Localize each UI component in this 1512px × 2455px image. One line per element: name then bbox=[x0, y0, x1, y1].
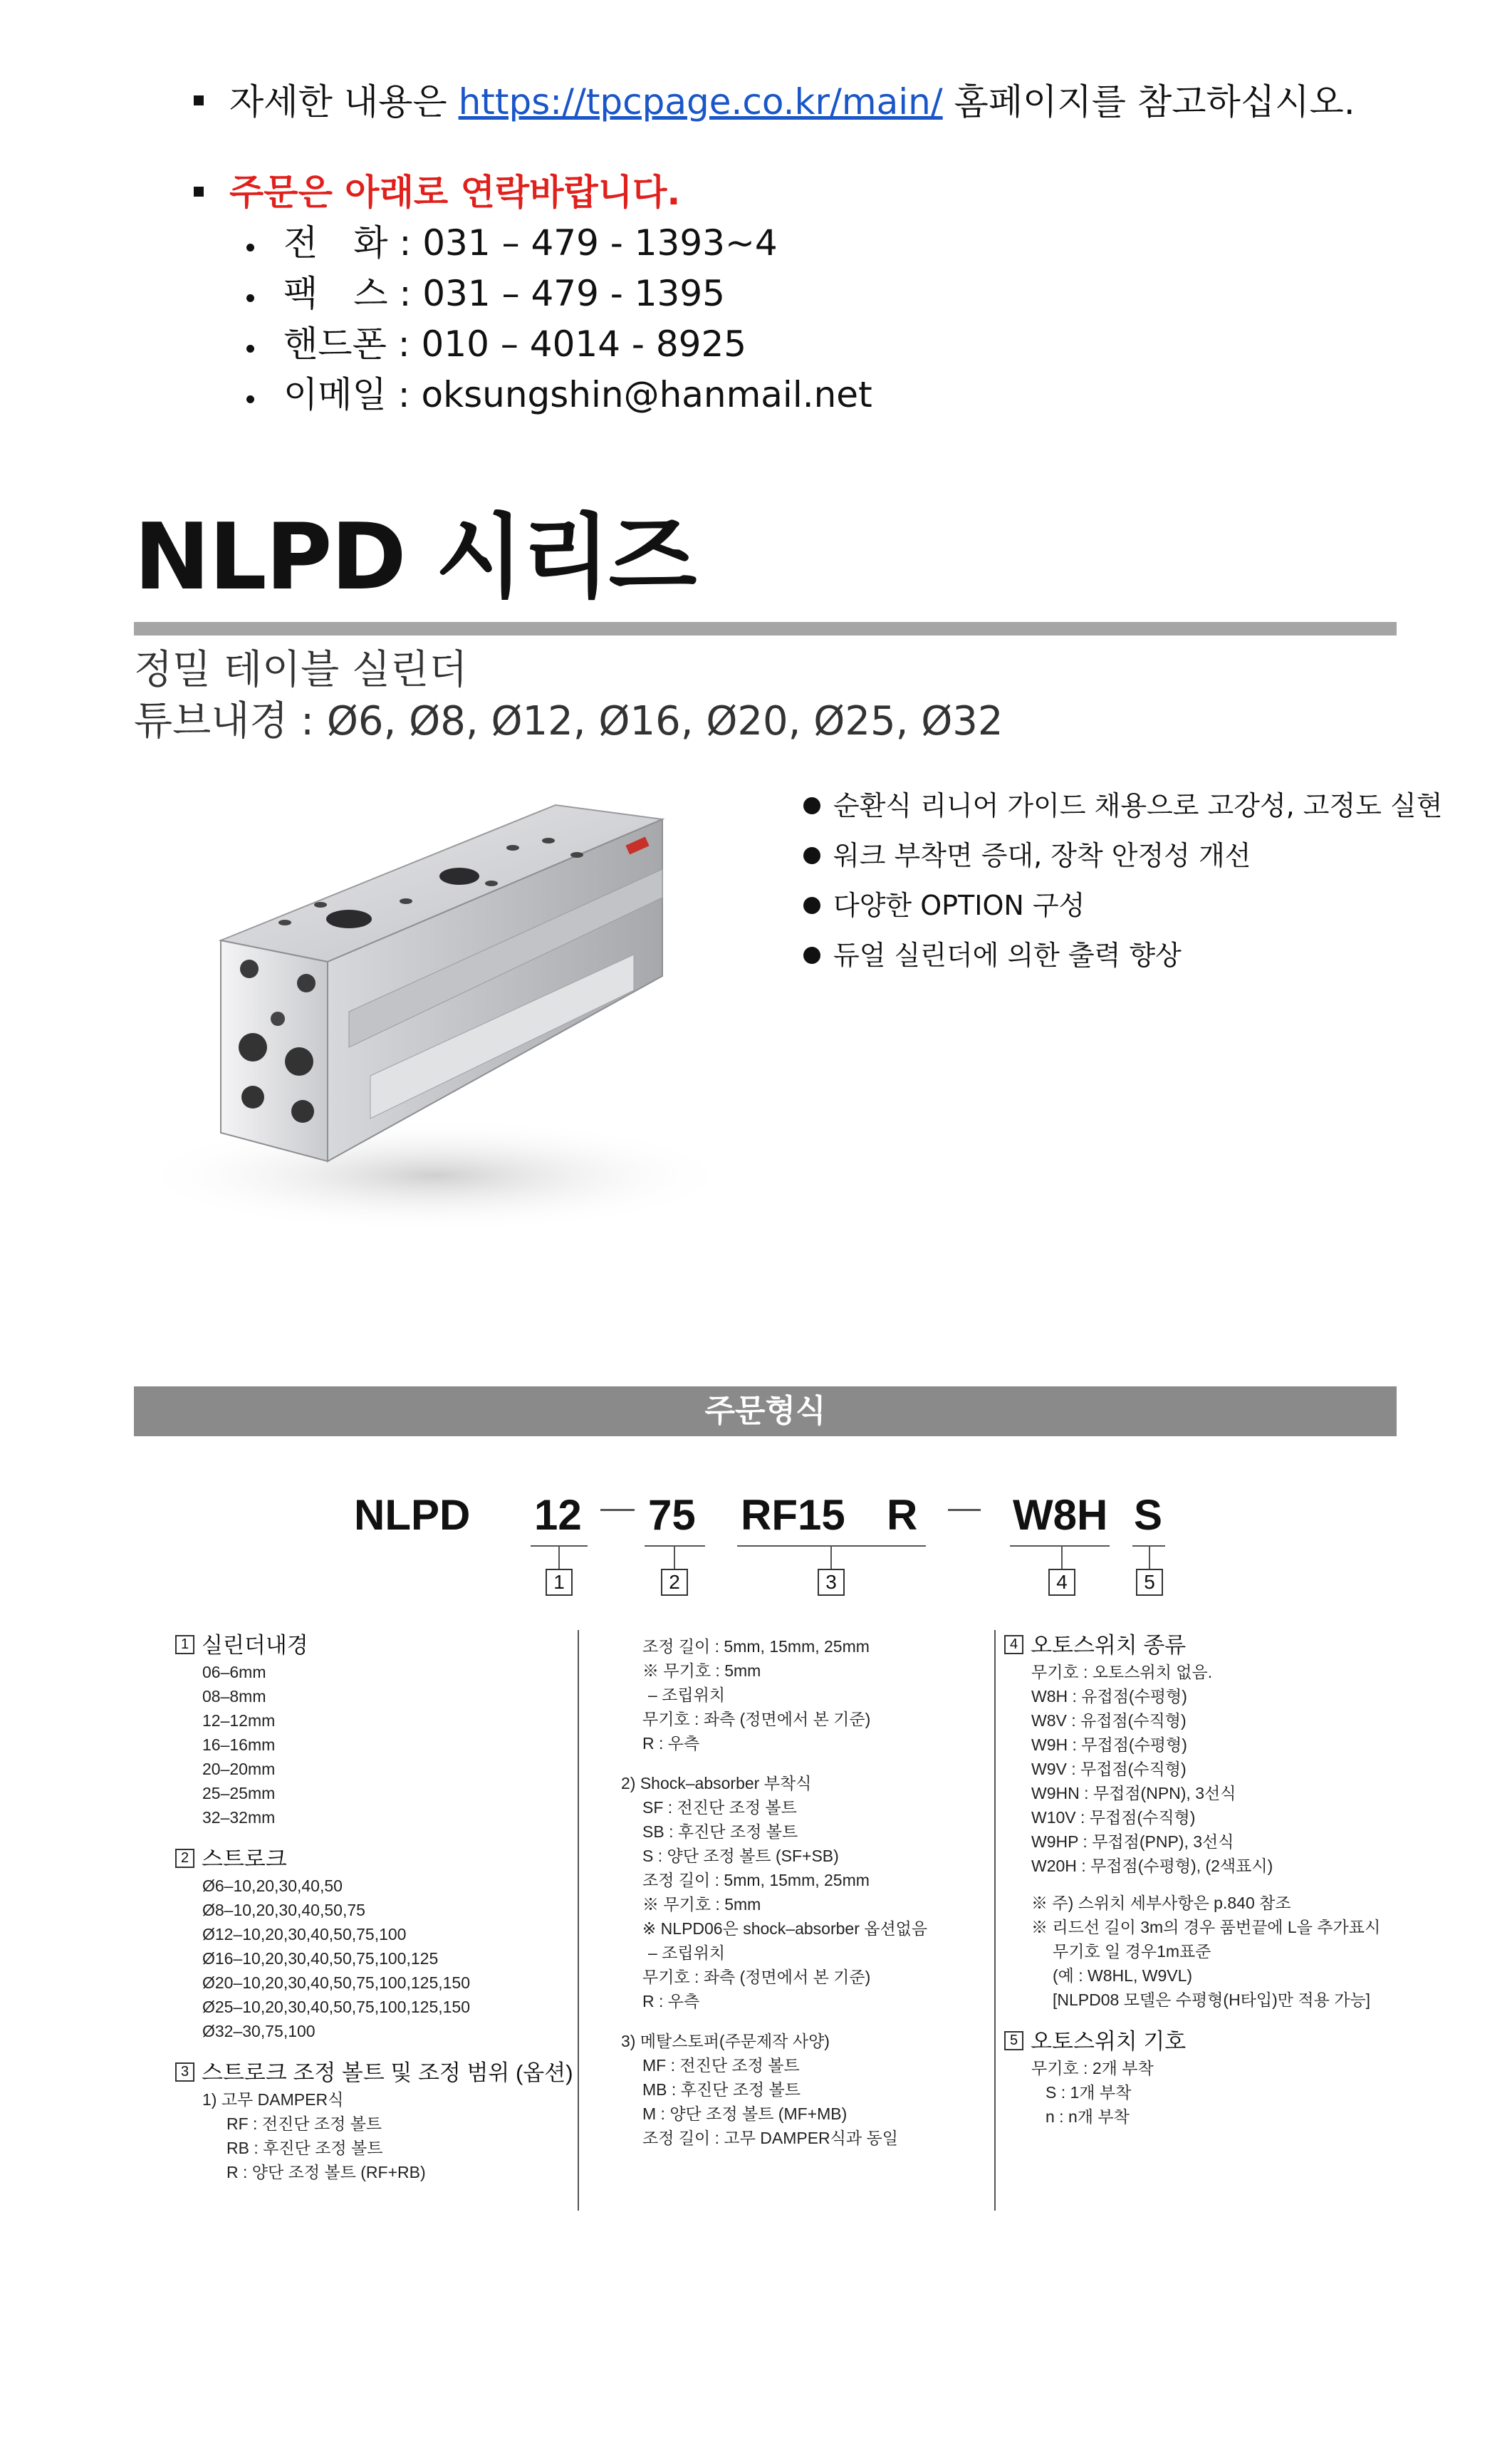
page-title: NLPD 시리즈 bbox=[134, 504, 696, 611]
stroke-item: Ø8–10,20,30,40,50,75 bbox=[202, 1901, 365, 1919]
stroke-item: Ø16–10,20,30,40,50,75,100,125 bbox=[202, 1949, 439, 1968]
shock-absorber-item: S : 양단 조정 볼트 (SF+SB) bbox=[642, 1847, 839, 1865]
metal-stopper-item: M : 양단 조정 볼트 (MF+MB) bbox=[642, 2104, 848, 2123]
code-stroke: 75 bbox=[648, 1491, 696, 1539]
bore-item: 16–16mm bbox=[202, 1735, 276, 1754]
homepage-link[interactable]: https://tpcpage.co.kr/main/ bbox=[458, 81, 943, 123]
code-number-box: 4 bbox=[1048, 1569, 1075, 1596]
round-bullet-icon bbox=[803, 897, 820, 914]
switch-type-item: W9HN : 무접점(NPN), 3선식 bbox=[1031, 1784, 1236, 1802]
bore-item: 32–32mm bbox=[202, 1808, 276, 1827]
code-adjust: RF15 bbox=[741, 1491, 845, 1539]
round-bullet-icon bbox=[803, 847, 820, 864]
switch-type-item: W8H : 유접점(수평형) bbox=[1031, 1687, 1187, 1706]
code-connector bbox=[1149, 1545, 1150, 1569]
contact-fax: 팩 스 : 031 – 479 - 1395 bbox=[283, 273, 725, 314]
feature-item: 듀얼 실린더에 의한 출력 향상 bbox=[803, 938, 1182, 972]
metal-stopper-item: 조정 길이 : 고무 DAMPER식과 동일 bbox=[642, 2129, 898, 2147]
order-format-heading: 주문형식 bbox=[134, 1386, 1397, 1436]
switch-type-item: W10V : 무접점(수직형) bbox=[1031, 1808, 1196, 1827]
section-3-title: 3 스트로크 조정 볼트 및 조정 범위 (옵션) bbox=[175, 2059, 573, 2087]
column-divider bbox=[994, 1630, 996, 2211]
adjust-detail: – 조립위치 bbox=[648, 1686, 726, 1704]
code-dash bbox=[600, 1509, 635, 1511]
adjust-detail: 무기호 : 좌측 (정면에서 본 기준) bbox=[642, 1710, 871, 1728]
code-number-box: 1 bbox=[546, 1569, 573, 1596]
shock-absorber-item: ※ 무기호 : 5mm bbox=[642, 1895, 761, 1914]
feature-item: 순환식 리니어 가이드 채용으로 고강성, 고정도 실현 bbox=[803, 789, 1442, 823]
section-5-title: 5 오토스위치 기호 bbox=[1004, 2028, 1380, 2056]
shock-absorber-item: R : 우측 bbox=[642, 1992, 700, 2010]
product-front-face bbox=[221, 940, 328, 1161]
shock-absorber-item: 조정 길이 : 5mm, 15mm, 25mm bbox=[642, 1871, 870, 1889]
homepage-info: 자세한 내용은 https://tpcpage.co.kr/main/ 홈페이지를 참고하십시오. bbox=[229, 81, 1355, 123]
switch-type-item: W20H : 무접점(수평형), (2색표시) bbox=[1031, 1857, 1273, 1875]
code-connector bbox=[830, 1545, 832, 1569]
switch-type-item: W8V : 유접점(수직형) bbox=[1031, 1711, 1187, 1730]
contact-phone: 전 화 : 031 – 479 - 1393~4 bbox=[283, 222, 778, 264]
switch-note: ※ 리드선 길이 3m의 경우 품번끝에 L을 추가표시 bbox=[1031, 1918, 1381, 1936]
bore-item: 25–25mm bbox=[202, 1784, 276, 1802]
square-bullet-icon bbox=[194, 95, 204, 105]
product-shadow bbox=[135, 1118, 734, 1232]
code-connector bbox=[674, 1545, 675, 1569]
contact-mobile: 핸드폰 : 010 – 4014 - 8925 bbox=[283, 323, 747, 365]
code-number-box: 2 bbox=[661, 1569, 688, 1596]
switch-count-item: 무기호 : 2개 부착 bbox=[1031, 2059, 1154, 2077]
bore-item: 20–20mm bbox=[202, 1760, 276, 1778]
round-bullet-icon bbox=[246, 395, 254, 403]
code-series: NLPD bbox=[354, 1491, 471, 1539]
bore-item: 08–8mm bbox=[202, 1687, 266, 1706]
shock-absorber-item: 무기호 : 좌측 (정면에서 본 기준) bbox=[642, 1968, 871, 1986]
section-1-title: 1 실린더내경 bbox=[175, 1631, 573, 1660]
title-divider bbox=[134, 622, 1397, 635]
switch-note: [NLPD08 모델은 수평형(H타입)만 적용 가능] bbox=[1053, 1991, 1371, 2009]
switch-count-item: n : n개 부착 bbox=[1046, 2107, 1130, 2126]
order-contact-heading: 주문은 아래로 연락바랍니다. bbox=[229, 172, 681, 213]
adjust-item: R : 양단 조정 볼트 (RF+RB) bbox=[226, 2163, 426, 2181]
bore-item: 06–6mm bbox=[202, 1663, 266, 1681]
switch-type-item: W9V : 무접점(수직형) bbox=[1031, 1760, 1187, 1778]
switch-count-item: S : 1개 부착 bbox=[1046, 2083, 1132, 2102]
square-bullet-icon bbox=[194, 187, 204, 197]
switch-type-item: W9H : 무접점(수평형) bbox=[1031, 1735, 1187, 1754]
round-bullet-icon bbox=[803, 797, 820, 814]
switch-note: ※ 주) 스위치 세부사항은 p.840 참조 bbox=[1031, 1894, 1291, 1912]
round-bullet-icon bbox=[246, 345, 254, 353]
switch-note: (예 : W8HL, W9VL) bbox=[1053, 1966, 1193, 1985]
switch-note: 무기호 일 경우1m표준 bbox=[1053, 1942, 1211, 1961]
stroke-item: Ø25–10,20,30,40,50,75,100,125,150 bbox=[202, 1998, 471, 2016]
stroke-item: Ø6–10,20,30,40,50 bbox=[202, 1877, 343, 1895]
code-connector bbox=[558, 1545, 560, 1569]
bore-size-line: 튜브내경 : Ø6, Ø8, Ø12, Ø16, Ø20, Ø25, Ø32 bbox=[134, 698, 1003, 744]
switch-type-item: 무기호 : 오토스위치 없음. bbox=[1031, 1663, 1213, 1681]
column-divider bbox=[578, 1630, 579, 2211]
switch-type-item: W9HP : 무접점(PNP), 3선식 bbox=[1031, 1832, 1234, 1851]
section-2-title: 2 스트로크 bbox=[175, 1845, 573, 1874]
round-bullet-icon bbox=[803, 947, 820, 964]
code-count: S bbox=[1134, 1491, 1163, 1539]
shock-absorber-item: ※ NLPD06은 shock–absorber 옵션없음 bbox=[642, 1919, 928, 1938]
shock-absorber-item: – 조립위치 bbox=[648, 1943, 726, 1962]
shock-absorber-item: SB : 후진단 조정 볼트 bbox=[642, 1822, 798, 1841]
code-bore: 12 bbox=[534, 1491, 582, 1539]
code-underline bbox=[1010, 1545, 1110, 1547]
adjust-detail: ※ 무기호 : 5mm bbox=[642, 1661, 761, 1680]
section-4-title: 4 오토스위치 종류 bbox=[1004, 1631, 1380, 1660]
metal-stopper-item: MF : 전진단 조정 볼트 bbox=[642, 2056, 800, 2075]
feature-item: 워크 부착면 증대, 장착 안정성 개선 bbox=[803, 839, 1251, 873]
round-bullet-icon bbox=[246, 244, 254, 251]
adjust-item: 1) 고무 DAMPER식 bbox=[202, 2090, 344, 2109]
bore-item: 12–12mm bbox=[202, 1711, 276, 1730]
spec-column-1 bbox=[175, 1631, 573, 2184]
round-bullet-icon bbox=[246, 294, 254, 302]
cylinder-product-image bbox=[135, 777, 748, 1232]
code-number-box: 5 bbox=[1136, 1569, 1163, 1596]
product-subtitle: 정밀 테이블 실린더 bbox=[134, 647, 468, 693]
contact-email: 이메일 : oksungshin@hanmail.net bbox=[283, 374, 872, 415]
code-connector bbox=[1061, 1545, 1063, 1569]
stroke-item: Ø20–10,20,30,40,50,75,100,125,150 bbox=[202, 1973, 471, 1992]
stroke-item: Ø12–10,20,30,40,50,75,100 bbox=[202, 1925, 407, 1943]
spec-column-2 bbox=[621, 1634, 927, 2150]
spec-column-3 bbox=[1004, 1631, 1380, 2129]
stroke-item: Ø32–30,75,100 bbox=[202, 2022, 316, 2040]
code-number-box: 3 bbox=[818, 1569, 845, 1596]
code-switch: W8H bbox=[1013, 1491, 1108, 1539]
adjust-detail: R : 우측 bbox=[642, 1734, 700, 1753]
metal-stopper-item: MB : 후진단 조정 볼트 bbox=[642, 2080, 801, 2099]
adjust-detail: 조정 길이 : 5mm, 15mm, 25mm bbox=[642, 1637, 870, 1656]
shock-absorber-heading: 2) Shock–absorber 부착식 bbox=[621, 1774, 812, 1792]
code-dash bbox=[948, 1509, 981, 1511]
adjust-item: RB : 후진단 조정 볼트 bbox=[226, 2139, 383, 2157]
shock-absorber-item: SF : 전진단 조정 볼트 bbox=[642, 1798, 797, 1817]
feature-item: 다양한 OPTION 구성 bbox=[803, 888, 1085, 923]
metal-stopper-heading: 3) 메탈스토퍼(주문제작 사양) bbox=[621, 2032, 830, 2050]
code-side: R bbox=[887, 1491, 918, 1539]
adjust-item: RF : 전진단 조정 볼트 bbox=[226, 2114, 382, 2133]
